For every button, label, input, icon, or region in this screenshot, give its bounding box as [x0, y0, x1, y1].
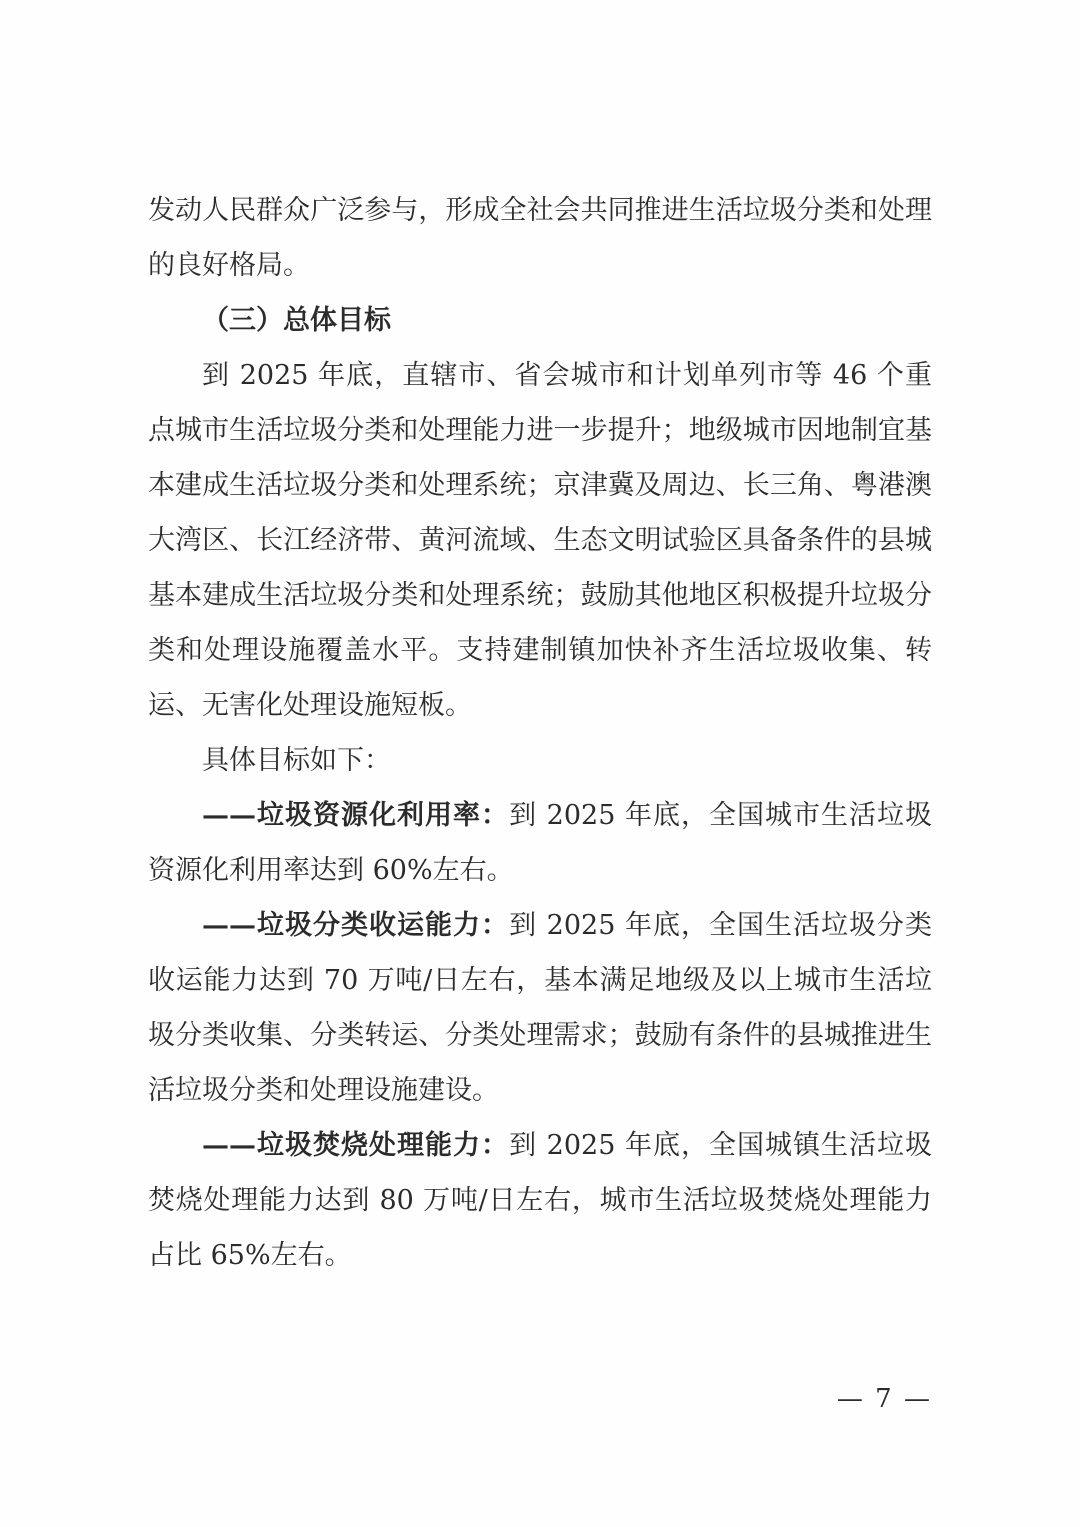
goal-recycling-text: 到 2025 年底，全国城市生活垃圾资源化利用率达到 60%左右。: [148, 800, 933, 886]
document-body: [148, 183, 932, 1283]
goal-incineration-label: ——垃圾焚烧处理能力：: [202, 1130, 510, 1161]
goal-incineration-text: 到 2025 年底，全国城镇生活垃圾焚烧处理能力达到 80 万吨/日左右，城市生活垃圾焚烧处理能力占比 65%左右。: [148, 1130, 933, 1271]
page-number: — 7 —: [836, 1384, 932, 1414]
paragraph-overall-goal: 到 2025 年底，直辖市、省会城市和计划单列市等 46 个重点城市生活垃圾分类和处理能力进一步提升；地级城市因地制宜基本建成生活垃圾分类和处理系统；京津冀及周边、长三角、粤港澳大湾区、长江经济带、黄河流域、生态文明试验区具备条件的县城基本建成生活垃圾分类和处理系统；鼓励其他地区积极提升垃圾分类和处理设施覆盖水平。支持建制镇加快补齐生活垃圾收集、转运、无害化处理设施短板。: [148, 360, 932, 721]
goal-collection-text: 到 2025 年底，全国生活垃圾分类收运能力达到 70 万吨/日左右，基本满足地级及以上城市生活垃圾分类收集、分类转运、分类处理需求；鼓励有条件的县城推进生活垃圾分类和处理设施建设。: [148, 910, 933, 1106]
goal-recycling-label: ——垃圾资源化利用率：: [202, 800, 510, 831]
section-heading: （三）总体目标: [202, 305, 391, 336]
goal-collection-label: ——垃圾分类收运能力：: [202, 910, 510, 941]
paragraph-goal-recycling: [148, 788, 932, 898]
paragraph-goals-intro: 具体目标如下：: [202, 745, 391, 776]
paragraph-goal-collection: [148, 898, 932, 1118]
paragraph-continuation: 发动人民群众广泛参与，形成全社会共同推进生活垃圾分类和处理的良好格局。: [148, 195, 932, 281]
paragraph-goal-incineration: [148, 1118, 932, 1283]
